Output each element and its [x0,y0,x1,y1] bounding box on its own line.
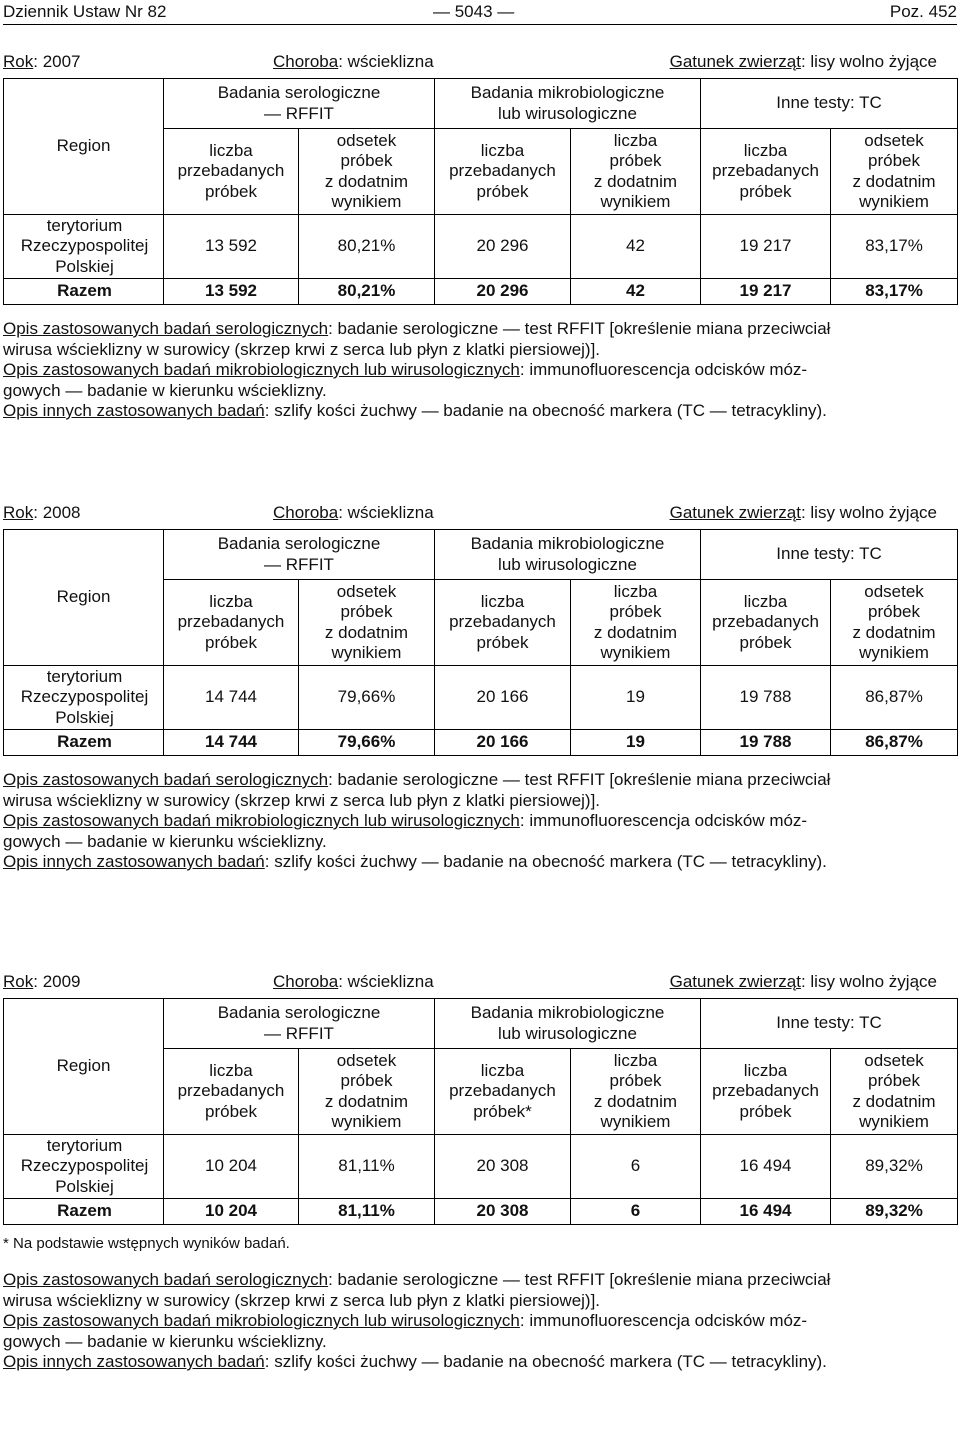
micro-group-header: Badania mikrobiologiczne lub wirusologiczne [435,79,701,129]
other-description: Opis innych zastosowanych badań: szlify kości żuchwy — badanie na obecność markera (TC — tetracykliny). [3,852,827,871]
total-sero-pct: 80,21% [299,279,435,305]
disease-label: Choroba: wścieklizna [273,52,434,71]
sero-group-header: Badania serologiczne — RFFIT [164,79,435,129]
table-row [4,666,958,730]
total-label: Razem [4,279,164,305]
other-group-header: Inne testy: TC [701,999,958,1049]
results-table [3,78,958,305]
micro-count-header: liczba przebadanych próbek [435,129,571,215]
region-cell: terytorium Rzeczypospolitej Polskiej [4,666,164,730]
section-heading [3,503,957,529]
year-section-2008 [3,503,957,873]
tc-pct-cell: 86,87% [831,666,958,730]
total-tc-count: 19 788 [701,730,831,756]
sero-pct-cell: 80,21% [299,215,435,279]
total-label: Razem [4,1199,164,1225]
total-sero-count: 10 204 [164,1199,299,1225]
year-section-2009 [3,972,957,1373]
method-description [3,1270,957,1373]
year-section-2007 [3,52,957,422]
micro-count-header: liczba przebadanych próbek [435,580,571,666]
micro-pos-cell: 42 [571,215,701,279]
year-label: Rok: 2007 [3,52,81,71]
sero-count-cell: 13 592 [164,215,299,279]
results-table [3,998,958,1225]
sero-pct-cell: 81,11% [299,1135,435,1199]
total-row [4,730,958,756]
micro-description: Opis zastosowanych badań mikrobiologicznych lub wirusologicznych: immunofluorescencja odcisków móz- gowych — badanie w kierunku wścieklizny. [3,360,808,400]
tc-count-header: liczba przebadanych próbek [701,129,831,215]
micro-count-header: liczba przebadanych próbek* [435,1049,571,1135]
other-group-header: Inne testy: TC [701,79,958,129]
year-label: Rok: 2008 [3,503,81,522]
table-header-row [4,999,958,1049]
species-label: Gatunek zwierząt: lisy wolno żyjące [669,52,937,71]
tc-pct-cell: 83,17% [831,215,958,279]
micro-pos-header: liczba próbek z dodatnim wynikiem [571,580,701,666]
species-label: Gatunek zwierząt: lisy wolno żyjące [669,503,937,522]
footnote: * Na podstawie wstępnych wyników badań. [3,1235,290,1252]
total-label: Razem [4,730,164,756]
total-sero-pct: 79,66% [299,730,435,756]
sero-group-header: Badania serologiczne — RFFIT [164,530,435,580]
micro-count-cell: 20 308 [435,1135,571,1199]
tc-count-header: liczba przebadanych próbek [701,1049,831,1135]
sero-group-header: Badania serologiczne — RFFIT [164,999,435,1049]
total-tc-pct: 83,17% [831,279,958,305]
method-description [3,319,957,422]
position-number: Poz. 452 [889,2,957,21]
journal-title: Dziennik Ustaw Nr 82 [3,2,167,21]
disease-label: Choroba: wścieklizna [273,972,434,991]
page-number: — 5043 — [433,2,515,21]
sero-pct-header: odsetek próbek z dodatnim wynikiem [299,129,435,215]
page-header [3,2,957,25]
table-row [4,215,958,279]
sero-pct-header: odsetek próbek z dodatnim wynikiem [299,580,435,666]
region-header: Region [4,79,164,215]
region-cell: terytorium Rzeczypospolitej Polskiej [4,215,164,279]
sero-description: Opis zastosowanych badań serologicznych: badanie serologiczne — test RFFIT [określenie miana przeciwciał wirusa wścieklizny w surowicy (skrzep krwi z serca lub płyn z klatki piersiowej)]. [3,319,831,359]
total-sero-count: 14 744 [164,730,299,756]
region-header: Region [4,999,164,1135]
sero-pct-cell: 79,66% [299,666,435,730]
sero-description: Opis zastosowanych badań serologicznych: badanie serologiczne — test RFFIT [określenie miana przeciwciał wirusa wścieklizny w surowicy (skrzep krwi z serca lub płyn z klatki piersiowej)]. [3,770,831,810]
region-header: Region [4,530,164,666]
tc-count-header: liczba przebadanych próbek [701,580,831,666]
micro-description: Opis zastosowanych badań mikrobiologicznych lub wirusologicznych: immunofluorescencja odcisków móz- gowych — badanie w kierunku wścieklizny. [3,811,808,851]
micro-group-header: Badania mikrobiologiczne lub wirusologiczne [435,530,701,580]
section-heading [3,52,957,78]
micro-group-header: Badania mikrobiologiczne lub wirusologiczne [435,999,701,1049]
total-micro-pos: 19 [571,730,701,756]
table-header-row [4,530,958,580]
table-row [4,1135,958,1199]
results-table [3,529,958,756]
total-row [4,1199,958,1225]
other-description: Opis innych zastosowanych badań: szlify kości żuchwy — badanie na obecność markera (TC — tetracykliny). [3,1352,827,1371]
total-sero-pct: 81,11% [299,1199,435,1225]
micro-description: Opis zastosowanych badań mikrobiologicznych lub wirusologicznych: immunofluorescencja odcisków móz- gowych — badanie w kierunku wścieklizny. [3,1311,808,1351]
tc-count-cell: 19 217 [701,215,831,279]
micro-pos-header: liczba próbek z dodatnim wynikiem [571,1049,701,1135]
sero-count-header: liczba przebadanych próbek [164,1049,299,1135]
total-micro-count: 20 308 [435,1199,571,1225]
total-micro-pos: 6 [571,1199,701,1225]
other-group-header: Inne testy: TC [701,530,958,580]
tc-pct-cell: 89,32% [831,1135,958,1199]
total-micro-pos: 42 [571,279,701,305]
total-tc-count: 19 217 [701,279,831,305]
total-micro-count: 20 166 [435,730,571,756]
species-label: Gatunek zwierząt: lisy wolno żyjące [669,972,937,991]
tc-count-cell: 19 788 [701,666,831,730]
tc-count-cell: 16 494 [701,1135,831,1199]
disease-label: Choroba: wścieklizna [273,503,434,522]
total-tc-count: 16 494 [701,1199,831,1225]
tc-pct-header: odsetek próbek z dodatnim wynikiem [831,129,958,215]
micro-count-cell: 20 166 [435,666,571,730]
micro-pos-cell: 6 [571,1135,701,1199]
sero-count-cell: 14 744 [164,666,299,730]
sero-count-cell: 10 204 [164,1135,299,1199]
micro-pos-cell: 19 [571,666,701,730]
sero-count-header: liczba przebadanych próbek [164,580,299,666]
other-description: Opis innych zastosowanych badań: szlify kości żuchwy — badanie na obecność markera (TC — tetracykliny). [3,401,827,420]
total-micro-count: 20 296 [435,279,571,305]
micro-count-cell: 20 296 [435,215,571,279]
year-label: Rok: 2009 [3,972,81,991]
sero-count-header: liczba przebadanych próbek [164,129,299,215]
table-header-row [4,79,958,129]
sero-description: Opis zastosowanych badań serologicznych: badanie serologiczne — test RFFIT [określenie miana przeciwciał wirusa wścieklizny w surowicy (skrzep krwi z serca lub płyn z klatki piersiowej)]. [3,1270,831,1310]
section-heading [3,972,957,998]
total-tc-pct: 86,87% [831,730,958,756]
total-tc-pct: 89,32% [831,1199,958,1225]
sero-pct-header: odsetek próbek z dodatnim wynikiem [299,1049,435,1135]
micro-pos-header: liczba próbek z dodatnim wynikiem [571,129,701,215]
total-row [4,279,958,305]
total-sero-count: 13 592 [164,279,299,305]
region-cell: terytorium Rzeczypospolitej Polskiej [4,1135,164,1199]
tc-pct-header: odsetek próbek z dodatnim wynikiem [831,580,958,666]
method-description [3,770,957,873]
tc-pct-header: odsetek próbek z dodatnim wynikiem [831,1049,958,1135]
